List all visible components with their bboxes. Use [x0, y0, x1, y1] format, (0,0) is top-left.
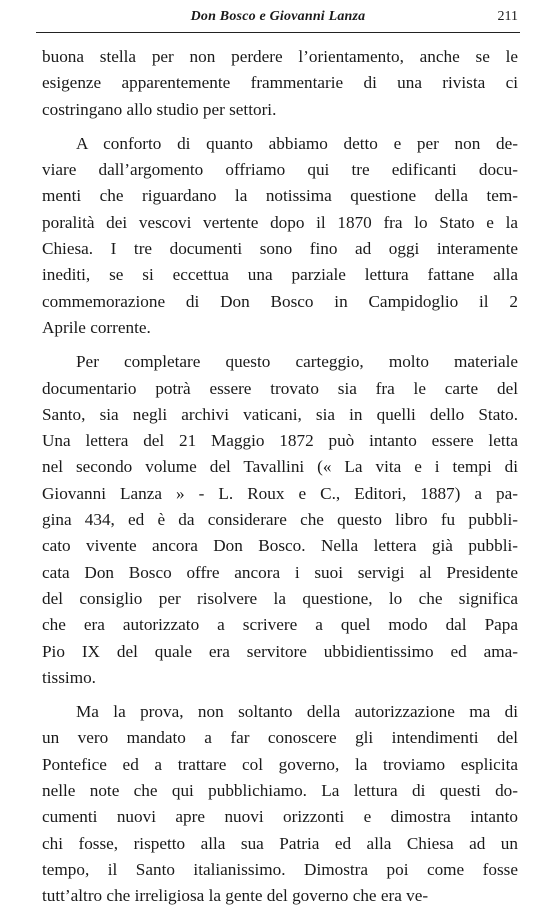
page-number: 211 [497, 9, 518, 24]
text-line: costringano allo studio per settori. [42, 99, 277, 119]
text-line: un vero mandato a far conoscere gli intendimenti del [42, 728, 518, 748]
paragraph [42, 349, 518, 691]
text-line: cato vivente ancora Don Bosco. Nella lettera già pubbli- [42, 536, 518, 556]
paragraph-gap [42, 341, 518, 349]
text-line: tissimo. [42, 667, 96, 687]
text-line: Chiesa. I tre documenti sono fino ad oggi interamente [42, 239, 518, 259]
paragraph [42, 699, 518, 909]
text-line: buona stella per non perdere l’orientamento, anche se le [42, 47, 518, 66]
paragraph-gap [42, 691, 518, 699]
text-line: poralità dei vescovi vertente dopo il 1870 fra lo Stato e la [42, 212, 518, 232]
paragraph [42, 131, 518, 341]
text-line: Giovanni Lanza » - L. Roux e C., Editori, 1887) a pa- [42, 483, 518, 503]
text-line: tempo, il Santo italianissimo. Dimostra poi come fosse [42, 859, 518, 879]
body-text [42, 44, 518, 910]
text-line: nel secondo volume del Tavallini (« La vita e i tempi di [42, 457, 518, 477]
paragraph [42, 44, 518, 123]
header-title: Don Bosco e Giovanni Lanza [190, 9, 366, 24]
text-line: che era autorizzato a scrivere a quel modo dal Papa [42, 615, 518, 635]
text-line: viare dall’argomento offriamo qui tre edificanti docu- [42, 160, 518, 180]
text-line: del consiglio per risolvere la questione, lo che significa [42, 588, 518, 608]
text-line: chi fosse, rispetto alla sua Patria ed alla Chiesa ad un [42, 833, 518, 853]
text-line: cata Don Bosco offre ancora i suoi servigi al Presidente [42, 562, 518, 582]
text-line: documentario potrà essere trovato sia fra le carte del [42, 378, 518, 398]
text-line: Pontefice ed a trattare col governo, la troviamo esplicita [42, 754, 518, 774]
text-line: Una lettera del 21 Maggio 1872 può intanto essere letta [42, 431, 518, 451]
paragraph-gap [42, 123, 518, 131]
text-line: Per completare questo carteggio, molto materiale [76, 352, 518, 372]
running-header [36, 6, 520, 33]
text-line: tutt’altro che irreligiosa la gente del governo che era ve- [42, 886, 429, 906]
text-line: menti che riguardano la notissima questione della tem- [42, 186, 518, 206]
text-line: cumenti nuovi apre nuovi orizzonti e dimostra intanto [42, 807, 518, 827]
text-line: A conforto di quanto abbiamo detto e per non de- [76, 133, 518, 153]
text-line: gina 434, ed è da considerare che questo libro fu pubbli- [42, 510, 518, 530]
text-line: commemorazione di Don Bosco in Campidoglio il 2 [42, 291, 518, 311]
text-line: Aprile corrente. [42, 317, 151, 337]
text-line: inediti, se si eccettua una parziale lettura fattane alla [42, 265, 518, 285]
text-line: nelle note che qui pubblichiamo. La lettura di questi do- [42, 781, 518, 801]
text-line: esigenze apparentemente frammentarie di una rivista ci [42, 73, 518, 93]
text-line: Ma la prova, non soltanto della autorizzazione ma di [76, 702, 518, 722]
text-line: Pio IX del quale era servitore ubbidientissimo ed ama- [42, 641, 518, 661]
text-line: Santo, sia negli archivi vaticani, sia in quelli dello Stato. [42, 404, 518, 424]
